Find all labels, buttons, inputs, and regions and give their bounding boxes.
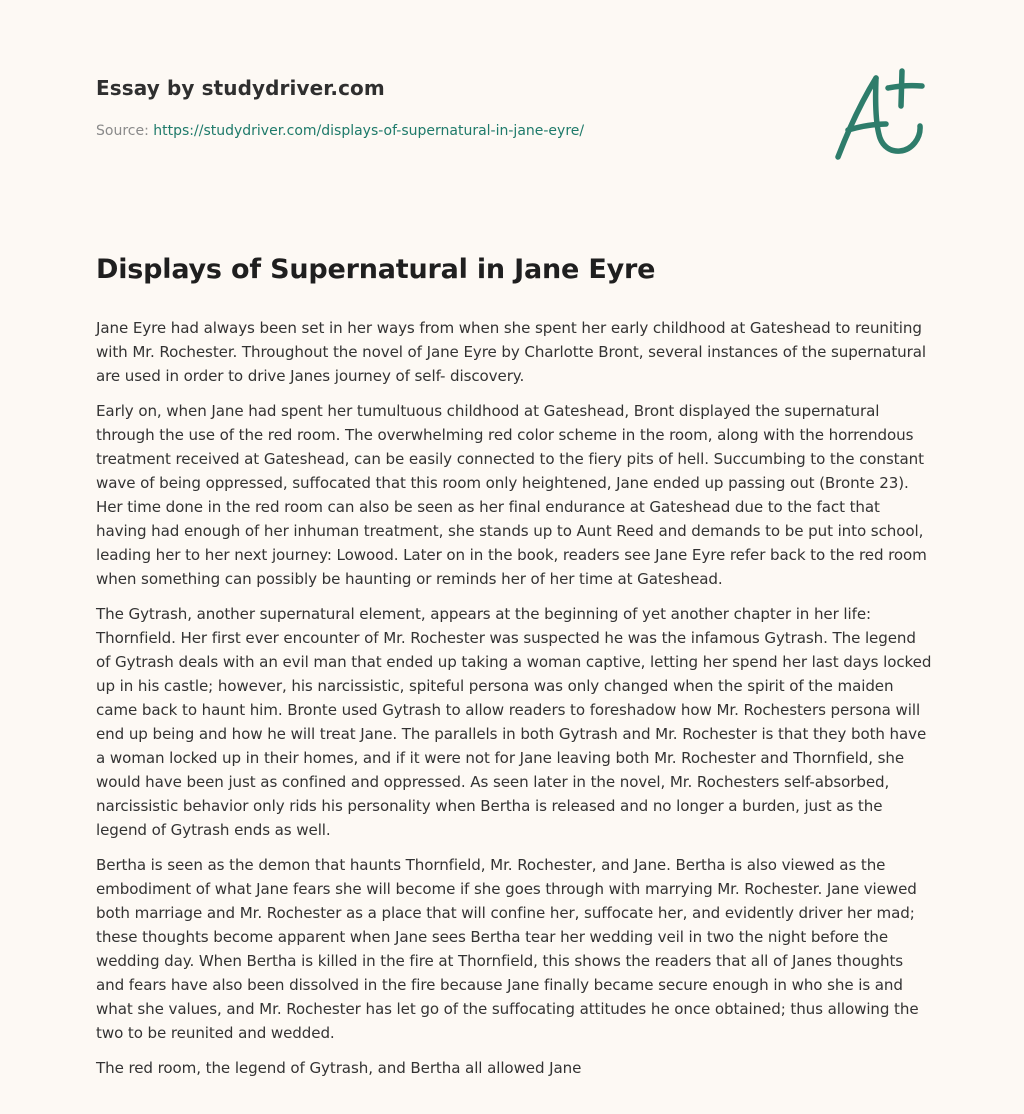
paragraph: Jane Eyre had always been set in her ways from when she spent her early childhood at Gateshead to reuniting with Mr. Rochester. Throughout the novel of Jane Eyre by Charlotte Bront, several instances of the supernatural are used in order to drive Janes journey of self- discovery.	[96, 319, 926, 385]
paragraph: Bertha is seen as the demon that haunts Thornfield, Mr. Rochester, and Jane. Bertha is also viewed as the embodiment of what Jane fears she will become if she goes through with marrying Mr. Rochester. Jane viewed both marriage and Mr. Rochester as a place that will confine her, suffocate her, and evidently driver her mad; these thoughts become apparent when Jane sees Bertha tear her wedding veil in two the night before the wedding day. When Bertha is killed in the fire at Thornfield, this shows the readers that all of Janes thoughts and fears have also been dissolved in the fire because Jane finally became secure enough in who she is and what she values, and Mr. Rochester has let go of the suffocating attitudes he once obtained; thus allowing the two to be reunited and wedded.	[96, 856, 919, 1042]
source-link[interactable]: https://studydriver.com/displays-of-supernatural-in-jane-eyre/	[153, 123, 585, 139]
paragraph: The Gytrash, another supernatural element, appears at the beginning of yet another chapter in her life: Thornfield. Her first ever encounter of Mr. Rochester was suspected he was the infamous Gytrash. The legend of Gytrash deals with an evil man that ended up taking a woman captive, letting her spend her last days locked up in his castle; however, his narcissistic, spiteful persona was only changed when the spirit of the maiden came back to haunt him. Bronte used Gytrash to allow readers to foreshadow how Mr. Rochesters persona will end up being and how he will treat Jane. The parallels in both Gytrash and Mr. Rochester is that they both have a woman locked up in their homes, and if it were not for Jane leaving both Mr. Rochester and Thornfield, she would have been just as confined and oppressed. As seen later in the novel, Mr. Rochesters self-absorbed, narcissistic behavior only rids his personality when Bertha is released and no longer a burden, just as the legend of Gytrash ends as well.	[96, 605, 932, 839]
source-label: Source:	[96, 123, 149, 139]
a-plus-logo-icon	[828, 66, 928, 166]
header	[96, 0, 928, 200]
essay-title: Displays of Supernatural in Jane Eyre	[96, 254, 656, 285]
paragraph: The red room, the legend of Gytrash, and Bertha all allowed Jane	[96, 1059, 582, 1077]
source-line	[96, 123, 584, 139]
site-title: Essay by studydriver.com	[96, 76, 385, 100]
paragraph: Early on, when Jane had spent her tumultuous childhood at Gateshead, Bront displayed the supernatural through the use of the red room. The overwhelming red color scheme in the room, along with the horrendous treatment received at Gateshead, can be easily connected to the fiery pits of hell. Succumbing to the constant wave of being oppressed, suffocated that this room only heightened, Jane ended up passing out (Bronte 23). Her time done in the red room can also be seen as her final endurance at Gateshead due to the fact that having had enough of her inhuman treatment, she stands up to Aunt Reed and demands to be put into school, leading her to her next journey: Lowood. Later on in the book, readers see Jane Eyre refer back to the red room when something can possibly be haunting or reminds her of her time at Gateshead.	[96, 402, 927, 588]
essay-body	[96, 316, 934, 1091]
